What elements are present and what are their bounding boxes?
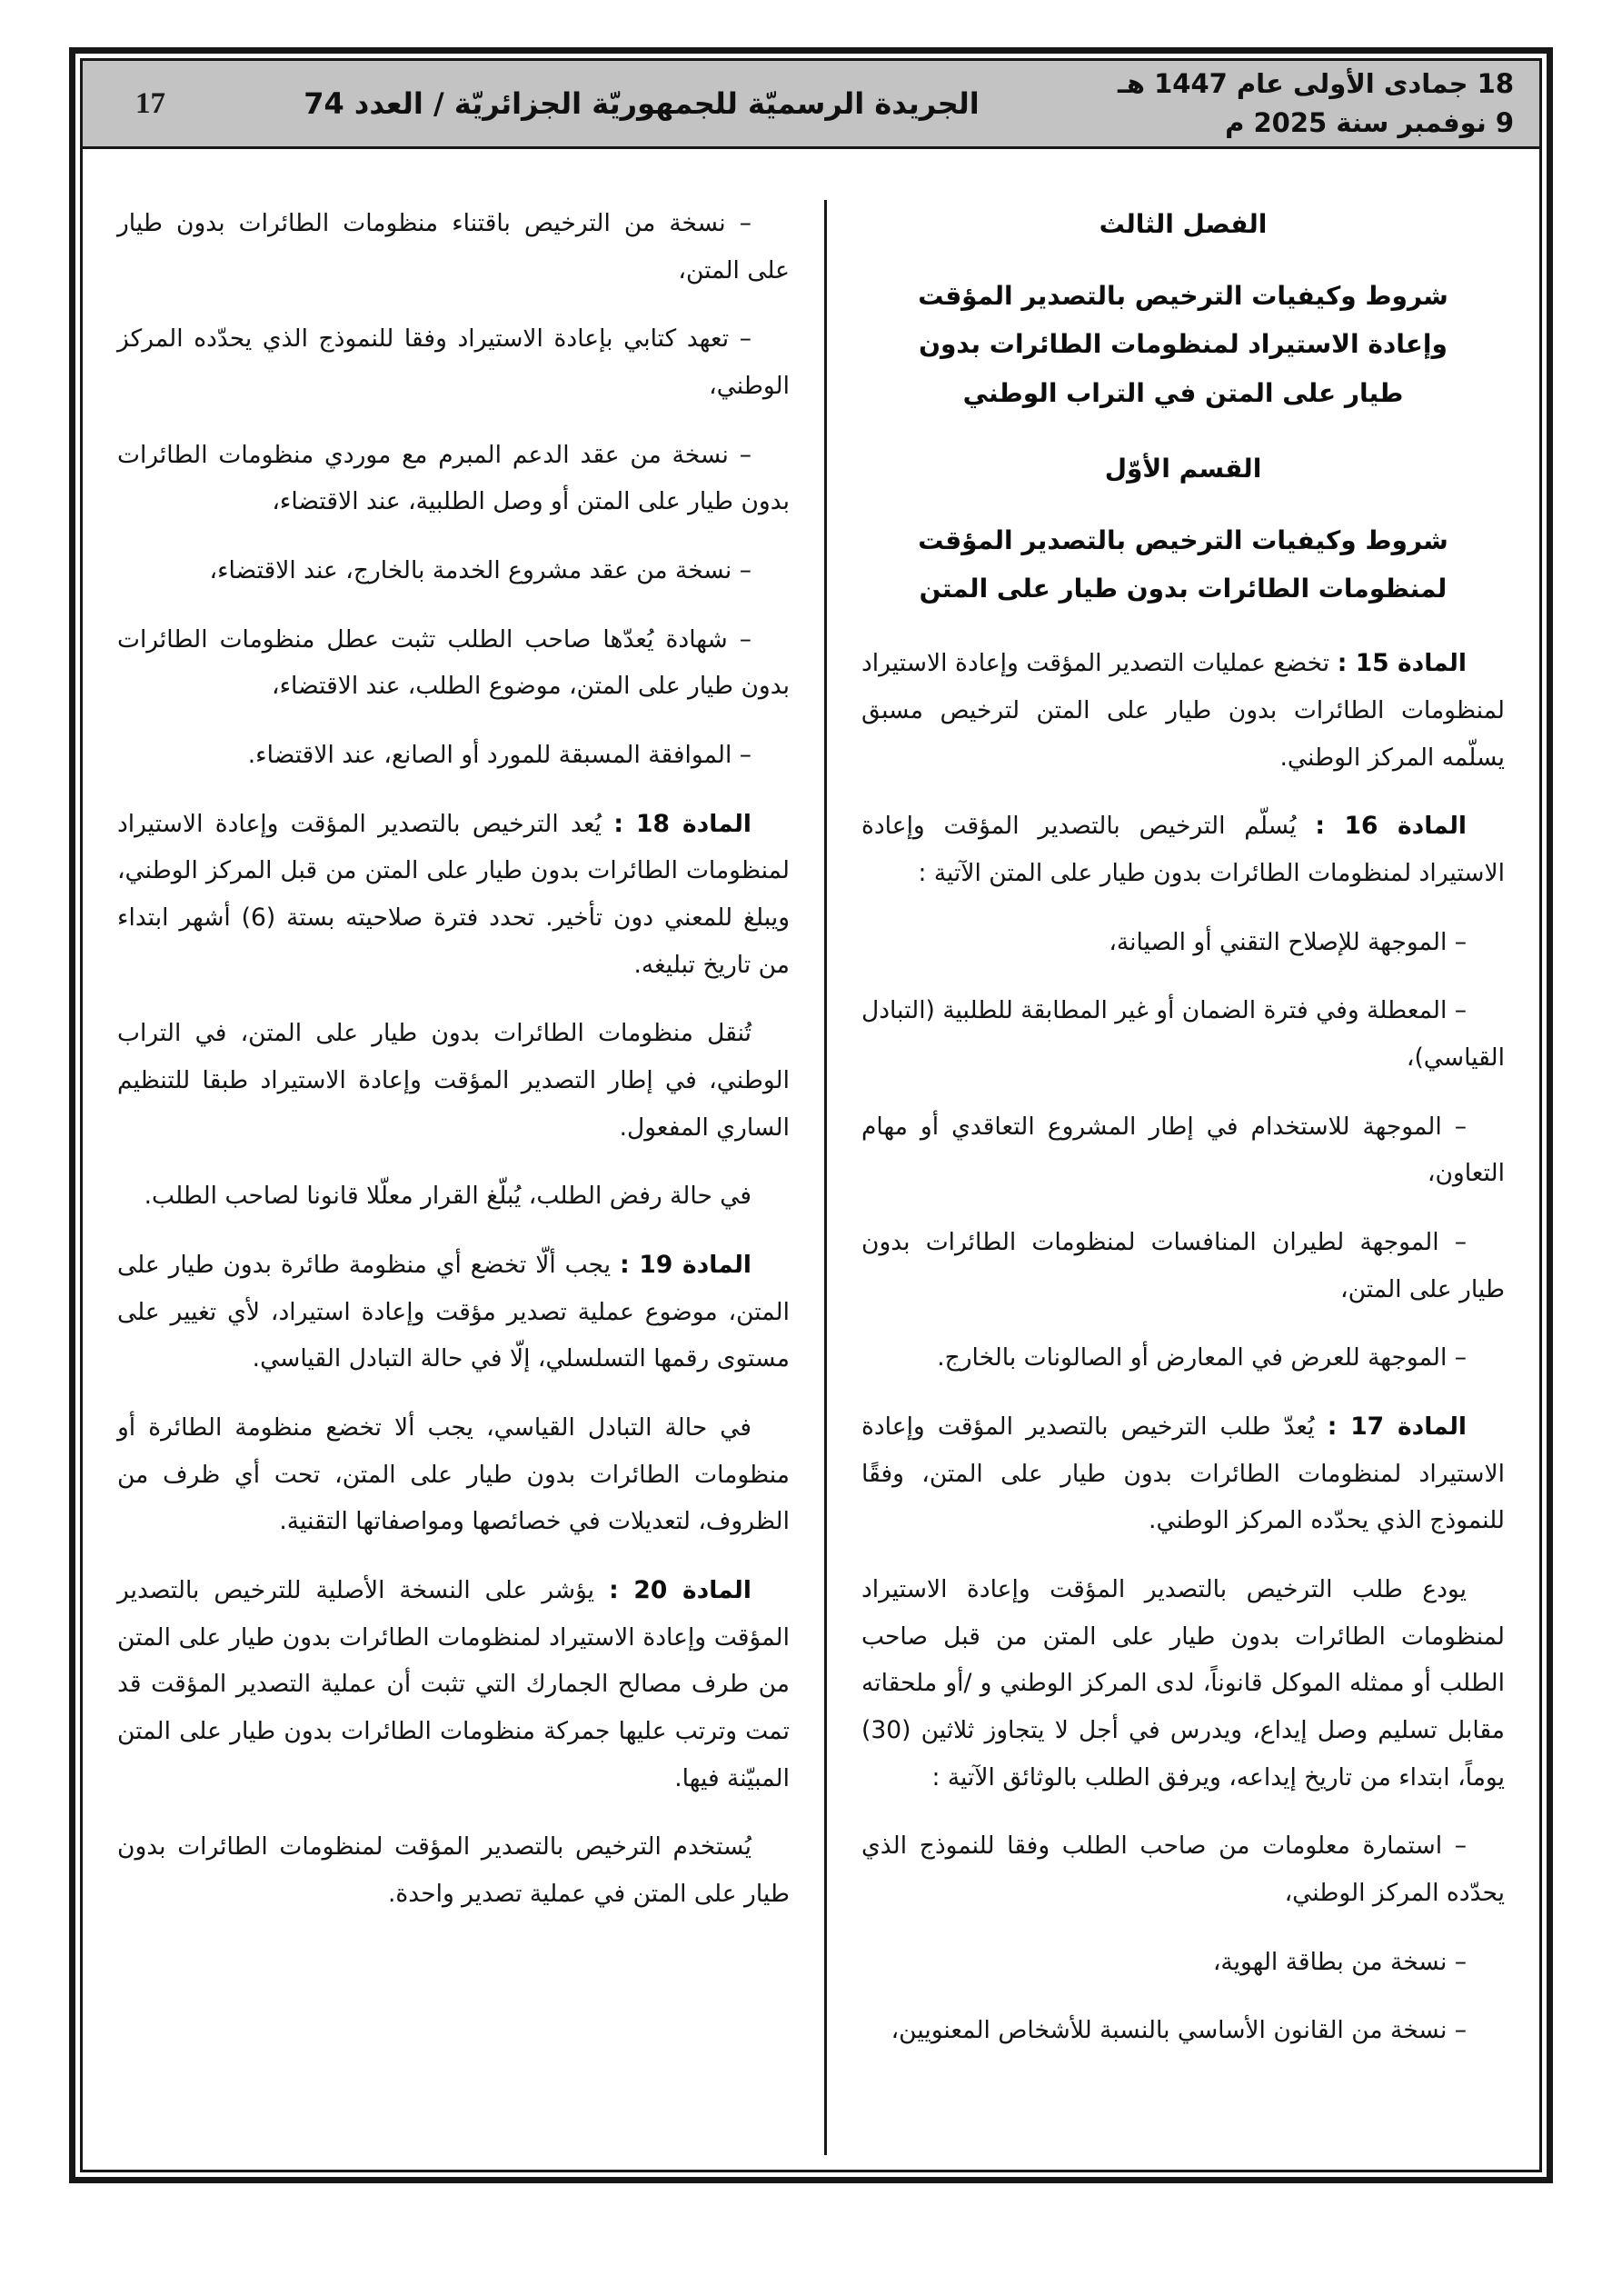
doc-item-2: – تعهد كتابي بإعادة الاستيراد وفقا للنموذج الذي يحدّده المركز الوطني، xyxy=(117,324,790,401)
section-title: القسم الأوّل xyxy=(1104,453,1262,484)
article-19-standard-exchange: في حالة التبادل القياسي، يجب ألا تخضع منظومة الطائرة أو منظومات الطائرات بدون طيار على المتن، تحت أي ظرف من الظروف، لتعديلات في خصائصها ومواصفاتها التقنية. xyxy=(117,1413,790,1536)
article-16-label: المادة 16 : xyxy=(1315,812,1467,841)
article-17-item-3: – نسخة من القانون الأساسي بالنسبة للأشخاص المعنويين، xyxy=(891,2016,1467,2045)
page-number: 17 xyxy=(135,86,165,120)
column-right xyxy=(827,149,1527,2170)
article-20-label: المادة 20 : xyxy=(609,1576,751,1605)
doc-item-4: – نسخة من عقد مشروع الخدمة بالخارج، عند الاقتضاء، xyxy=(209,556,751,585)
doc-item-3: – نسخة من عقد الدعم المبرم مع موردي منظومات الطائرات بدون طيار على المتن أو وصل الطلبية، عند الاقتضاء، xyxy=(117,440,790,516)
article-20-single-use: يُستخدم الترخيص بالتصدير المؤقت لمنظومات الطائرات بدون طيار على المتن في عملية تصدير واحدة. xyxy=(117,1832,790,1909)
page-frame-inner xyxy=(80,58,1542,2172)
article-15-text: تخضع عمليات التصدير المؤقت وإعادة الاستيراد لمنظومات الطائرات بدون طيار على المتن لترخيص مسبق يسلّمه المركز الوطني. xyxy=(861,649,1505,772)
article-17-item-2: – نسخة من بطاقة الهوية، xyxy=(1212,1947,1467,1976)
chapter-title: الفصل الثالث xyxy=(1099,209,1268,239)
page-header xyxy=(83,61,1539,149)
journal-title: الجريدة الرسميّة للجمهوريّة الجزائريّة / العدد 74 xyxy=(304,86,980,121)
article-16-text: يُسلّم الترخيص بالتصدير المؤقت وإعادة الاستيراد لمنظومات الطائرات بدون طيار على المتن الآتية : xyxy=(861,812,1505,887)
article-20 xyxy=(117,1567,790,1802)
doc-item-1: – نسخة من الترخيص باقتناء منظومات الطائرات بدون طيار على المتن، xyxy=(117,209,790,285)
gregorian-date: 9 نوفمبر سنة 2025 م xyxy=(1225,107,1514,138)
article-19-text: يجب ألّا تخضع أي منظومة طائرة بدون طيار على المتن، موضوع عملية تصدير مؤقت وإعادة استيراد، لأي تغيير على مستوى رقمها التسلسلي، إلّا في حالة التبادل القياسي. xyxy=(117,1251,790,1373)
header-dates xyxy=(1118,65,1514,144)
column-left xyxy=(95,149,824,2170)
article-16 xyxy=(861,803,1505,896)
article-16-item-4: – الموجهة لطيران المنافسات لمنظومات الطائرات بدون طيار على المتن، xyxy=(861,1228,1505,1303)
content-area xyxy=(83,149,1539,2170)
article-18-transfer: تُنقل منظومات الطائرات بدون طيار على المتن، في التراب الوطني، في إطار التصدير المؤقت وإعادة الاستيراد طبقا للتنظيم الساري المفعول. xyxy=(117,1019,790,1142)
article-17-item-1: – استمارة معلومات من صاحب الطلب وفقا للنموذج الذي يحدّده المركز الوطني، xyxy=(861,1832,1505,1908)
article-18 xyxy=(117,801,790,989)
article-15-label: المادة 15 : xyxy=(1337,649,1467,678)
doc-item-5: – شهادة يُعدّها صاحب الطلب تثبت عطل منظومات الطائرات بدون طيار على المتن، موضوع الطلب، عند الاقتضاء، xyxy=(117,624,790,701)
article-15 xyxy=(861,640,1505,781)
article-16-item-2: – المعطلة وفي فترة الضمان أو غير المطابقة للطلبية (التبادل القياسي)، xyxy=(861,996,1505,1073)
article-19 xyxy=(117,1242,790,1383)
section-subtitle: شروط وكيفيات الترخيص بالتصدير المؤقت لمنظومات الطائرات بدون طيار على المتن xyxy=(918,524,1448,604)
doc-item-6: – الموافقة المسبقة للمورد أو الصانع، عند الاقتضاء. xyxy=(247,741,751,770)
article-16-item-5: – الموجهة للعرض في المعارض أو الصالونات بالخارج. xyxy=(937,1343,1467,1373)
article-16-item-1: – الموجهة للإصلاح التقني أو الصيانة، xyxy=(1109,927,1467,956)
chapter-subtitle: شروط وكيفيات الترخيص بالتصدير المؤقت وإعادة الاستيراد لمنظومات الطائرات بدون طيار على المتن في التراب الوطني xyxy=(918,281,1448,408)
article-18-text: يُعد الترخيص بالتصدير المؤقت وإعادة الاستيراد لمنظومات الطائرات بدون طيار على المتن من قبل المركز الوطني، ويبلغ للمعني دون تأخير. تحدد فترة صلاحيته بستة (6) أشهر ابتداء من تاريخ تبليغه. xyxy=(117,809,790,979)
hijri-date: 18 جمادى الأولى عام 1447 هـ xyxy=(1117,67,1514,99)
article-17 xyxy=(861,1403,1505,1544)
article-17-label: المادة 17 : xyxy=(1327,1413,1467,1442)
article-20-text: يؤشر على النسخة الأصلية للترخيص بالتصدير المؤقت وإعادة الاستيراد لمنظومات الطائرات بدون طيار على المتن من طرف مصالح الجمارك التي تثبت أن عملية التصدير المؤقت قد تمت وترتب عليها جمركة منظومات الطائرات بدون طيار على المتن المبيّنة فيها. xyxy=(117,1576,790,1792)
page-frame xyxy=(69,47,1553,2183)
article-18-refusal: في حالة رفض الطلب، يُبلّغ القرار معلّلا قانونا لصاحب الطلب. xyxy=(144,1182,751,1211)
article-19-label: المادة 19 : xyxy=(620,1251,751,1280)
article-18-label: المادة 18 : xyxy=(613,809,751,838)
article-17-deposit: يودع طلب الترخيص بالتصدير المؤقت وإعادة الاستيراد لمنظومات الطائرات بدون طيار على المتن من قبل صاحب الطلب أو ممثله الموكل قانوناً، لدى المركز الوطني و /أو ملحقاته مقابل تسليم وصل إيداع، ويدرس في أجل لا يتجاوز ثلاثين (30) يوماً، ابتداء من تاريخ إيداعه، ويرفق الطلب بالوثائق الآتية : xyxy=(861,1575,1505,1792)
article-16-item-3: – الموجهة للاستخدام في إطار المشروع التعاقدي أو مهام التعاون، xyxy=(861,1112,1505,1188)
column-divider xyxy=(824,200,827,2155)
article-17-text: يُعدّ طلب الترخيص بالتصدير المؤقت وإعادة الاستيراد لمنظومات الطائرات بدون طيار على المتن، وفقًا للنموذج الذي يحدّده المركز الوطني. xyxy=(861,1413,1505,1535)
